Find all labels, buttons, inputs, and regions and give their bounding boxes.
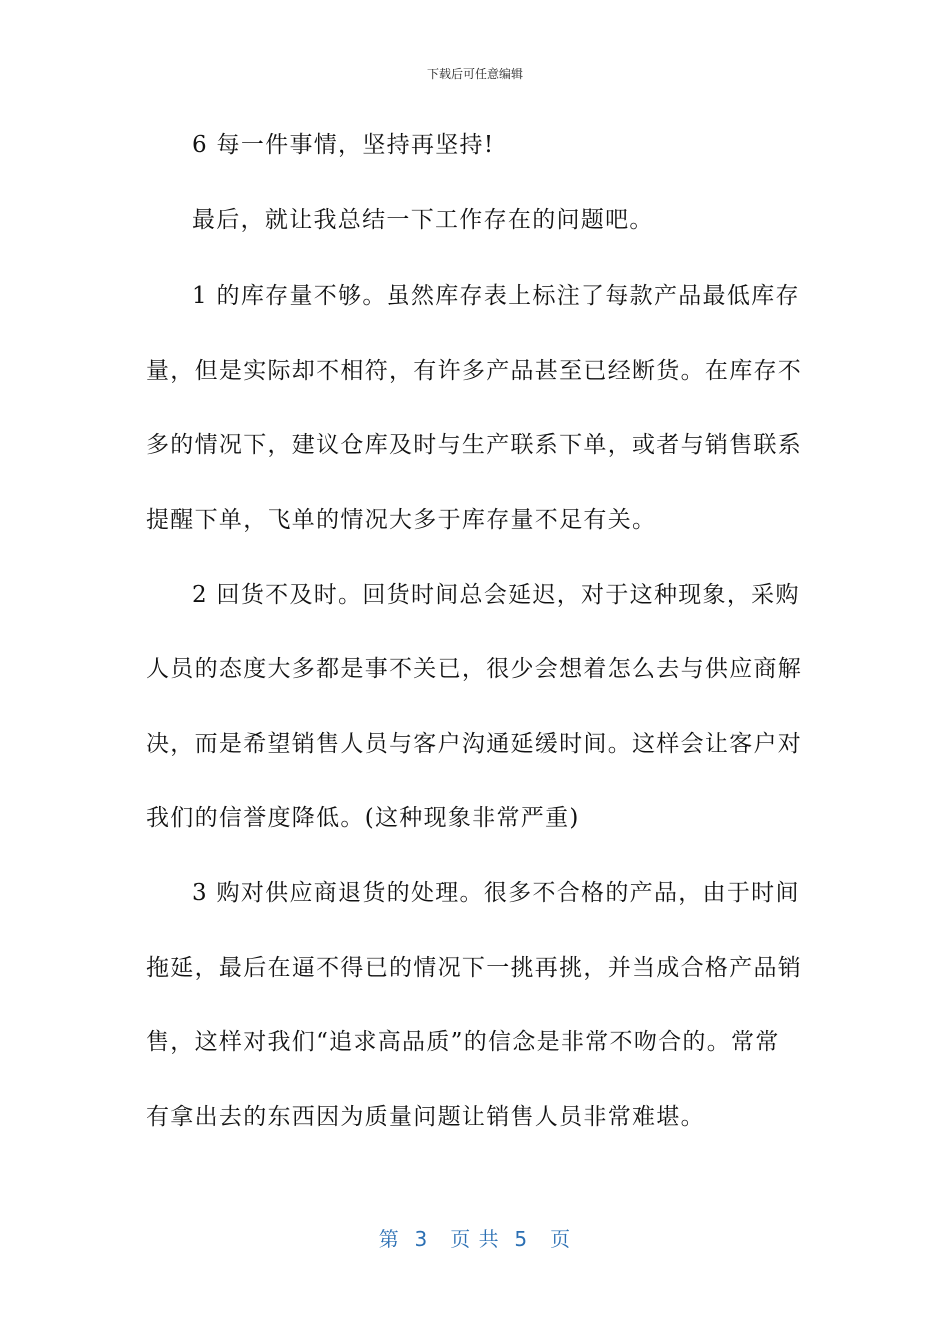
paragraph-line: 决，而是希望销售人员与客户沟通延缓时间。这样会让客户对 <box>146 731 803 757</box>
paragraph-line: 拖延，最后在逼不得已的情况下一挑再挑，并当成合格产品销 <box>146 955 803 981</box>
paragraph-line: 3 购对供应商退货的处理。很多不合格的产品，由于时间 <box>192 880 800 906</box>
paragraph-line: 我们的信誉度降低。(这种现象非常严重) <box>146 805 580 831</box>
page-header: 下载后可任意编辑 <box>426 67 523 81</box>
paragraph-line: 售，这样对我们“追求高品质”的信念是非常不吻合的。常常 <box>146 1029 780 1055</box>
page-number-footer: 第 3 页 共 5 页 <box>378 1227 572 1251</box>
paragraph-line: 提醒下单，飞单的情况大多于库存量不足有关。 <box>146 507 657 533</box>
paragraph-line: 1 的库存量不够。虽然库存表上标注了每款产品最低库存 <box>192 283 800 309</box>
paragraph-line: 6 每一件事情，坚持再坚持! <box>192 132 495 158</box>
paragraph-line: 2 回货不及时。回货时间总会延迟，对于这种现象，采购 <box>192 582 800 608</box>
paragraph-line: 最后，就让我总结一下工作存在的问题吧。 <box>192 207 654 233</box>
paragraph-line: 多的情况下，建议仓库及时与生产联系下单，或者与销售联系 <box>146 432 803 458</box>
paragraph-line: 人员的态度大多都是事不关已，很少会想着怎么去与供应商解 <box>146 656 803 682</box>
paragraph-line: 量，但是实际却不相符，有许多产品甚至已经断货。在库存不 <box>146 358 803 384</box>
paragraph-line: 有拿出去的东西因为质量问题让销售人员非常难堪。 <box>146 1104 705 1130</box>
